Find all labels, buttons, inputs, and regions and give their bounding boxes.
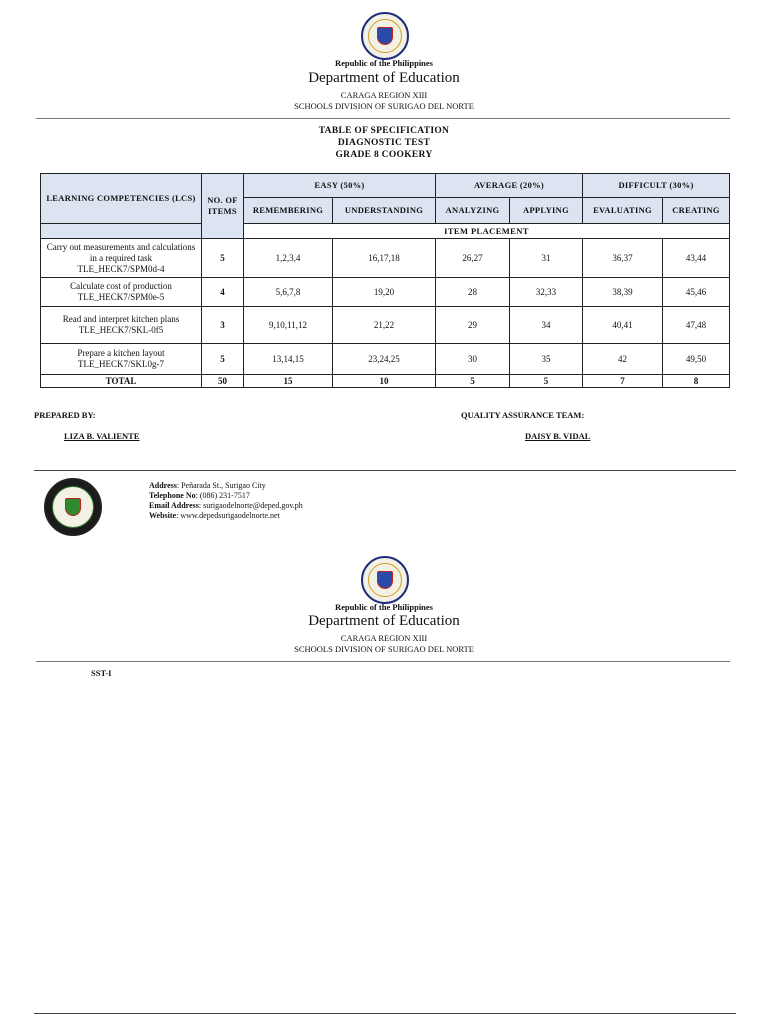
phone-label: Telephone No [149,491,196,500]
division-line-page2: SCHOOLS DIVISION OF SURIGAO DEL NORTE [294,644,474,654]
title-line-2: DIAGNOSTIC TEST [337,138,431,148]
header-divider-page2 [36,661,730,662]
header-easy: EASY (50%) [244,174,436,198]
footer-email [149,501,303,511]
placement-evaluating: 40,41 [583,307,663,344]
table-row [41,278,730,307]
placement-remembering: 13,14,15 [244,344,333,375]
header-creating: CREATING [663,198,730,224]
competency-cell [41,344,202,375]
placement-creating: 43,44 [663,239,730,278]
table-row [41,307,730,344]
total-applying: 5 [510,375,583,388]
total-items: 50 [202,375,244,388]
header-analyzing: ANALYZING [436,198,510,224]
competency-code: TLE_HECK7/SPM0d-4 [77,263,165,274]
competency-text: Read and interpret kitchen plans [62,314,180,324]
placement-applying: 35 [510,344,583,375]
header-difficult: DIFFICULT (30%) [583,174,730,198]
header-average: AVERAGE (20%) [436,174,583,198]
department-title-page2: Department of Education [308,613,460,629]
placement-understanding: 19,20 [333,278,436,307]
competency-code: TLE_HECK7/SKL-0f5 [78,325,164,335]
placement-analyzing: 26,27 [436,239,510,278]
item-placement-label: ITEM PLACEMENT [244,224,730,239]
competency-cell [41,307,202,344]
email-value: : surigaodelnorte@deped.gov.ph [198,501,303,510]
table-row [41,344,730,375]
republic-line-page2: Republic of the Philippines [334,602,433,612]
footer-address [149,481,303,491]
competency-cell [41,239,202,278]
placement-analyzing: 29 [436,307,510,344]
competency-text: Prepare a kitchen layout [77,348,165,358]
header-no-of-items: NO. OF ITEMS [202,174,244,239]
division-seal-icon [44,478,102,536]
email-label: Email Address [149,501,199,510]
header-understanding: UNDERSTANDING [333,198,436,224]
items-count: 5 [202,344,244,375]
division-line: SCHOOLS DIVISION OF SURIGAO DEL NORTE [294,101,474,111]
website-value: : www.depedsurigaodelnorte.net [176,511,280,520]
page2-code: SST-I [91,668,112,678]
title-line-1: TABLE OF SPECIFICATION [318,126,450,136]
qa-team-name: DAISY B. VIDAL [525,431,591,441]
qa-team-label: QUALITY ASSURANCE TEAM: [461,410,585,420]
website-label: Website [149,511,177,520]
table-row [41,239,730,278]
phone-value: : (086) 231-7517 [195,491,250,500]
address-label: Address [149,481,177,490]
placement-creating: 45,46 [663,278,730,307]
placement-understanding: 16,17,18 [333,239,436,278]
header-remembering: REMEMBERING [244,198,333,224]
placement-evaluating: 42 [583,344,663,375]
placement-remembering: 1,2,3,4 [244,239,333,278]
header-evaluating: EVALUATING [583,198,663,224]
total-remembering: 15 [244,375,333,388]
competency-code: TLE_HECK7/SPM0e-5 [77,292,165,302]
deped-seal-icon [361,12,409,60]
total-row [41,375,730,388]
competency-text: Carry out measurements and calculations in a required task [46,241,196,263]
placement-creating: 49,50 [663,344,730,375]
items-count: 3 [202,307,244,344]
header-lc-filler [41,224,202,239]
placement-understanding: 21,22 [333,307,436,344]
competency-cell [41,278,202,307]
total-creating: 8 [663,375,730,388]
specification-table [40,173,730,388]
department-title: Department of Education [308,70,460,86]
placement-evaluating: 36,37 [583,239,663,278]
deped-seal-icon [361,556,409,604]
footer-divider [34,470,736,471]
placement-creating: 47,48 [663,307,730,344]
placement-understanding: 23,24,25 [333,344,436,375]
items-count: 4 [202,278,244,307]
republic-line: Republic of the Philippines [334,58,433,68]
header-learning-competencies: LEARNING COMPETENCIES (LCS) [41,174,202,224]
header-applying: APPLYING [510,198,583,224]
placement-applying: 34 [510,307,583,344]
total-analyzing: 5 [436,375,510,388]
header-divider [36,118,730,119]
footer-contact [149,481,303,521]
page-bottom-divider [34,1013,736,1014]
placement-analyzing: 28 [436,278,510,307]
total-label: TOTAL [41,375,202,388]
address-value: : Peñarada St., Surigao City [176,481,266,490]
placement-remembering: 9,10,11,12 [244,307,333,344]
items-count: 5 [202,239,244,278]
region-line: CARAGA REGION XIII [340,90,428,100]
region-line-page2: CARAGA REGION XIII [340,633,428,643]
placement-applying: 32,33 [510,278,583,307]
footer-website [149,511,303,521]
document-title [0,125,768,161]
total-understanding: 10 [333,375,436,388]
placement-analyzing: 30 [436,344,510,375]
footer-phone [149,491,303,501]
placement-evaluating: 38,39 [583,278,663,307]
prepared-by-name: LIZA B. VALIENTE [64,431,140,441]
competency-code: TLE_HECK7/SKL0g-7 [78,359,164,369]
total-evaluating: 7 [583,375,663,388]
title-line-3: GRADE 8 COOKERY [335,150,433,160]
prepared-by-label: PREPARED BY: [34,410,96,420]
competency-text: Calculate cost of production [70,281,172,291]
placement-remembering: 5,6,7,8 [244,278,333,307]
placement-applying: 31 [510,239,583,278]
